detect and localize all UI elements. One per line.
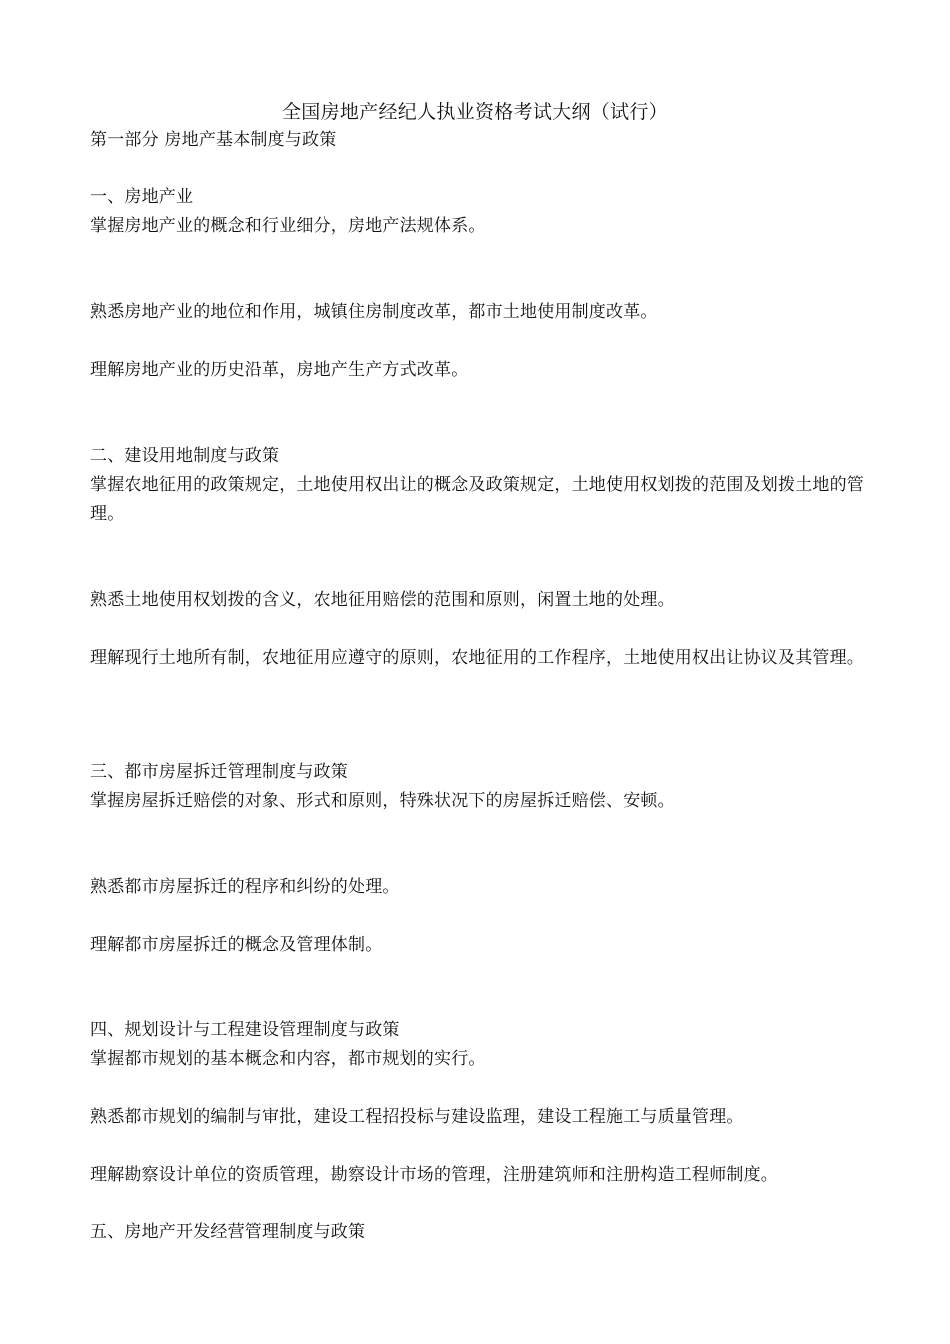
document-title: 全国房地产经纪人执业资格考试大纲（试行） (281, 101, 668, 123)
master-paragraph: 掌握都市规划的基本概念和内容，都市规划的实行。 (90, 1049, 486, 1069)
master-paragraph: 掌握房地产业的概念和行业细分，房地产法规体系。 (90, 216, 486, 236)
section-heading: 一、房地产业 (90, 187, 194, 207)
part-heading: 第一部分 房地产基本制度与政策 (90, 130, 337, 150)
section-heading: 五、房地产开发经营管理制度与政策 (90, 1222, 366, 1242)
familiar-paragraph: 熟悉都市规划的编制与审批，建设工程招投标与建设监理，建设工程施工与质量管理。 (90, 1107, 744, 1127)
understand-paragraph: 理解现行土地所有制，农地征用应遵守的原则，农地征用的工作程序，土地使用权出让协议及其管理。 (90, 648, 864, 668)
understand-paragraph: 理解房地产业的历史沿革，房地产生产方式改革。 (90, 360, 469, 380)
section-heading: 二、建设用地制度与政策 (90, 446, 280, 466)
familiar-paragraph: 熟悉都市房屋拆迁的程序和纠纷的处理。 (90, 877, 400, 897)
familiar-paragraph: 熟悉土地使用权划拨的含义，农地征用赔偿的范围和原则，闲置土地的处理。 (90, 590, 675, 610)
section-heading: 四、规划设计与工程建设管理制度与政策 (90, 1020, 400, 1040)
understand-paragraph: 理解都市房屋拆迁的概念及管理体制。 (90, 935, 383, 955)
master-paragraph: 掌握农地征用的政策规定，土地使用权出让的概念及政策规定，土地使用权划拨的范围及划拨土地的管理。 (90, 475, 864, 524)
understand-paragraph: 理解勘察设计单位的资质管理，勘察设计市场的管理，注册建筑师和注册构造工程师制度。 (90, 1165, 778, 1185)
familiar-paragraph: 熟悉房地产业的地位和作用，城镇住房制度改革，都市土地使用制度改革。 (90, 302, 658, 322)
section-heading: 三、都市房屋拆迁管理制度与政策 (90, 762, 348, 782)
master-paragraph: 掌握房屋拆迁赔偿的对象、形式和原则，特殊状况下的房屋拆迁赔偿、安顿。 (90, 791, 675, 811)
